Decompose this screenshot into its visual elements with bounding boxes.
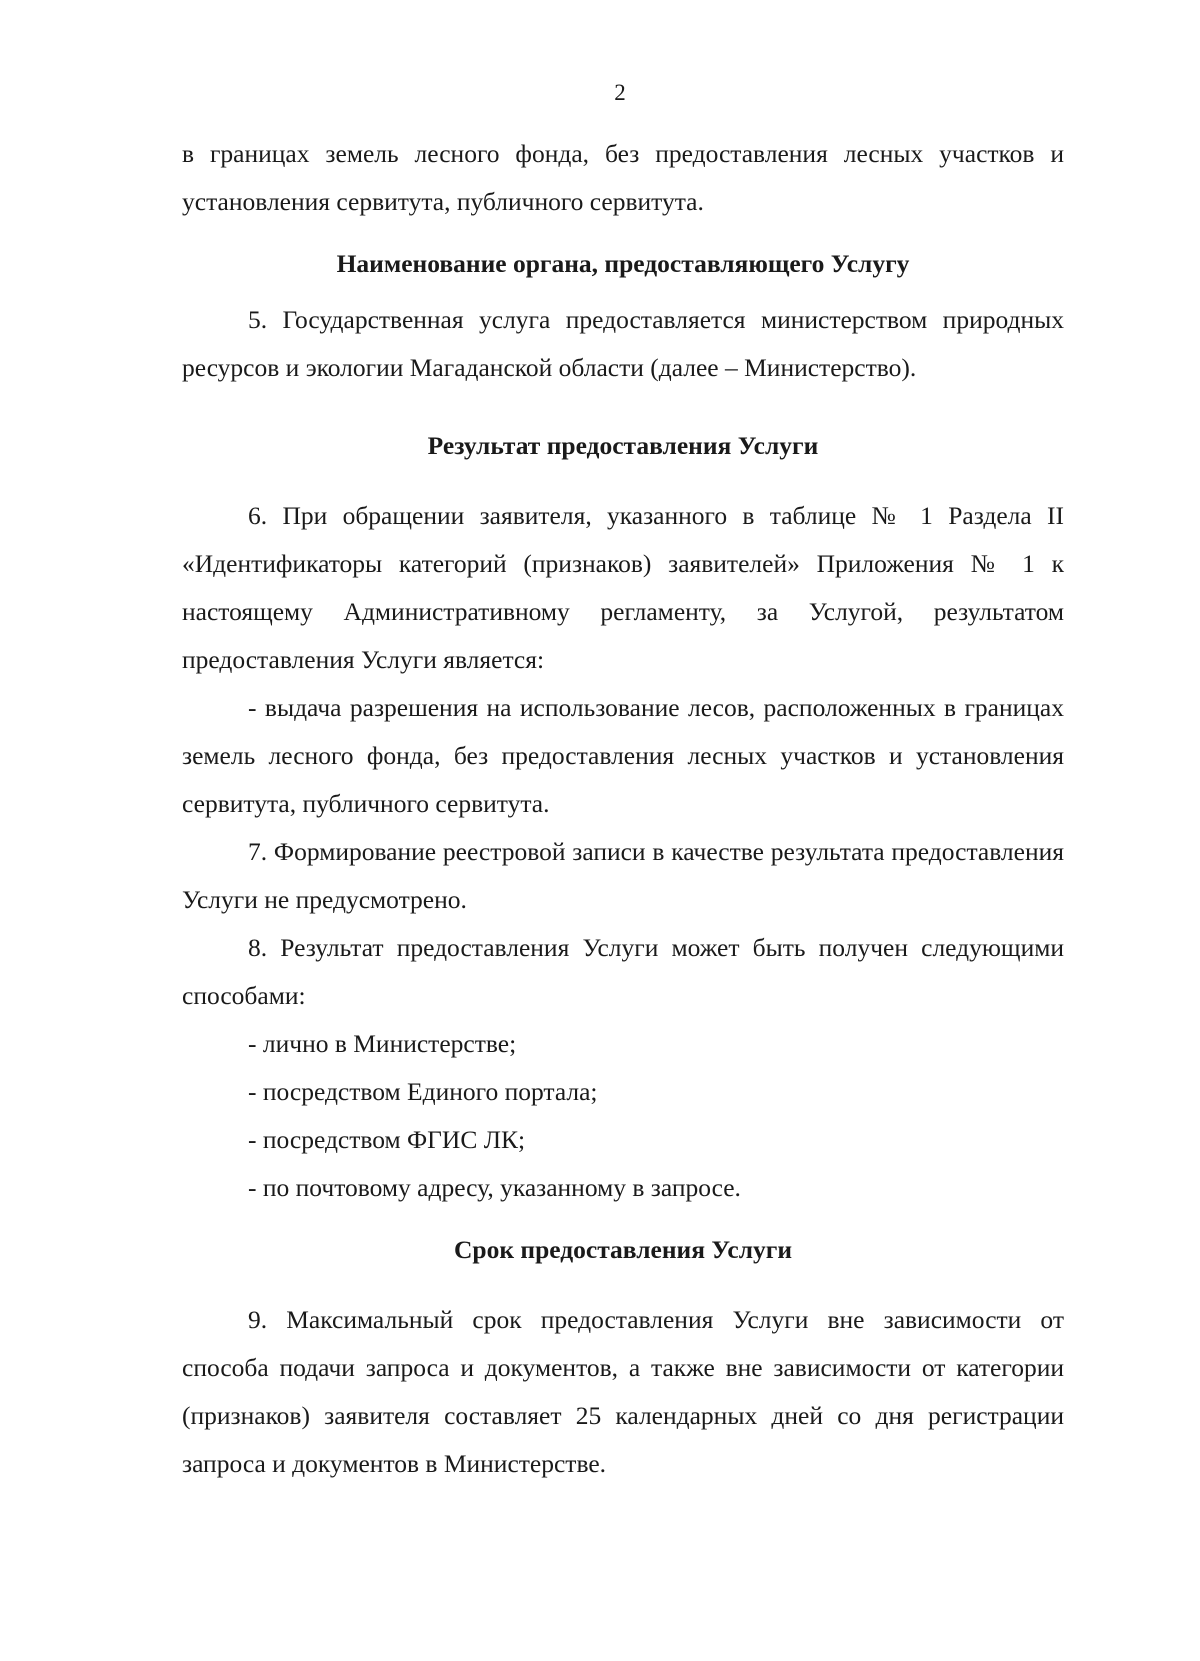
paragraph-6-item: - выдача разрешения на использование лесов, расположенных в границах земель лесного фонда, без предоставления лесных участков и установления сервитута, публичного сервитута. — [182, 693, 1064, 818]
document-body — [182, 130, 1064, 1488]
heading-authority: Наименование органа, предоставляющего Услугу — [336, 249, 910, 278]
paragraph-7: 7. Формирование реестровой записи в качестве результата предоставления Услуги не предусмотрено. — [182, 837, 1064, 914]
list-item: - посредством Единого портала; — [248, 1077, 598, 1106]
list-item: - лично в Министерстве; — [248, 1029, 517, 1058]
heading-result: Результат предоставления Услуги — [427, 431, 819, 460]
heading-term: Срок предоставления Услуги — [453, 1235, 793, 1264]
paragraph-intro: в границах земель лесного фонда, без предоставления лесных участков и установления сервитута, публичного сервитута. — [182, 139, 1064, 216]
paragraph-8: 8. Результат предоставления Услуги может быть получен следующими способами: — [182, 933, 1064, 1010]
paragraph-9: 9. Максимальный срок предоставления Услуги вне зависимости от способа подачи запроса и документов, а также вне зависимости от категории (признаков) заявителя составляет 25 календарных дней со дня регистрации запроса и документов в Министерстве. — [182, 1305, 1064, 1478]
list-item: - по почтовому адресу, указанному в запросе. — [248, 1173, 741, 1202]
page-number: 2 — [614, 80, 626, 105]
paragraph-6: 6. При обращении заявителя, указанного в таблице № 1 Раздела II «Идентификаторы категорий (признаков) заявителей» Приложения № 1 к настоящему Административному регламенту, за Услугой, результатом предоставления Услуги является: — [182, 501, 1064, 674]
list-item: - посредством ФГИС ЛК; — [248, 1125, 526, 1154]
paragraph-5: 5. Государственная услуга предоставляется министерством природных ресурсов и экологии Магаданской области (далее – Министерство). — [182, 305, 1064, 382]
